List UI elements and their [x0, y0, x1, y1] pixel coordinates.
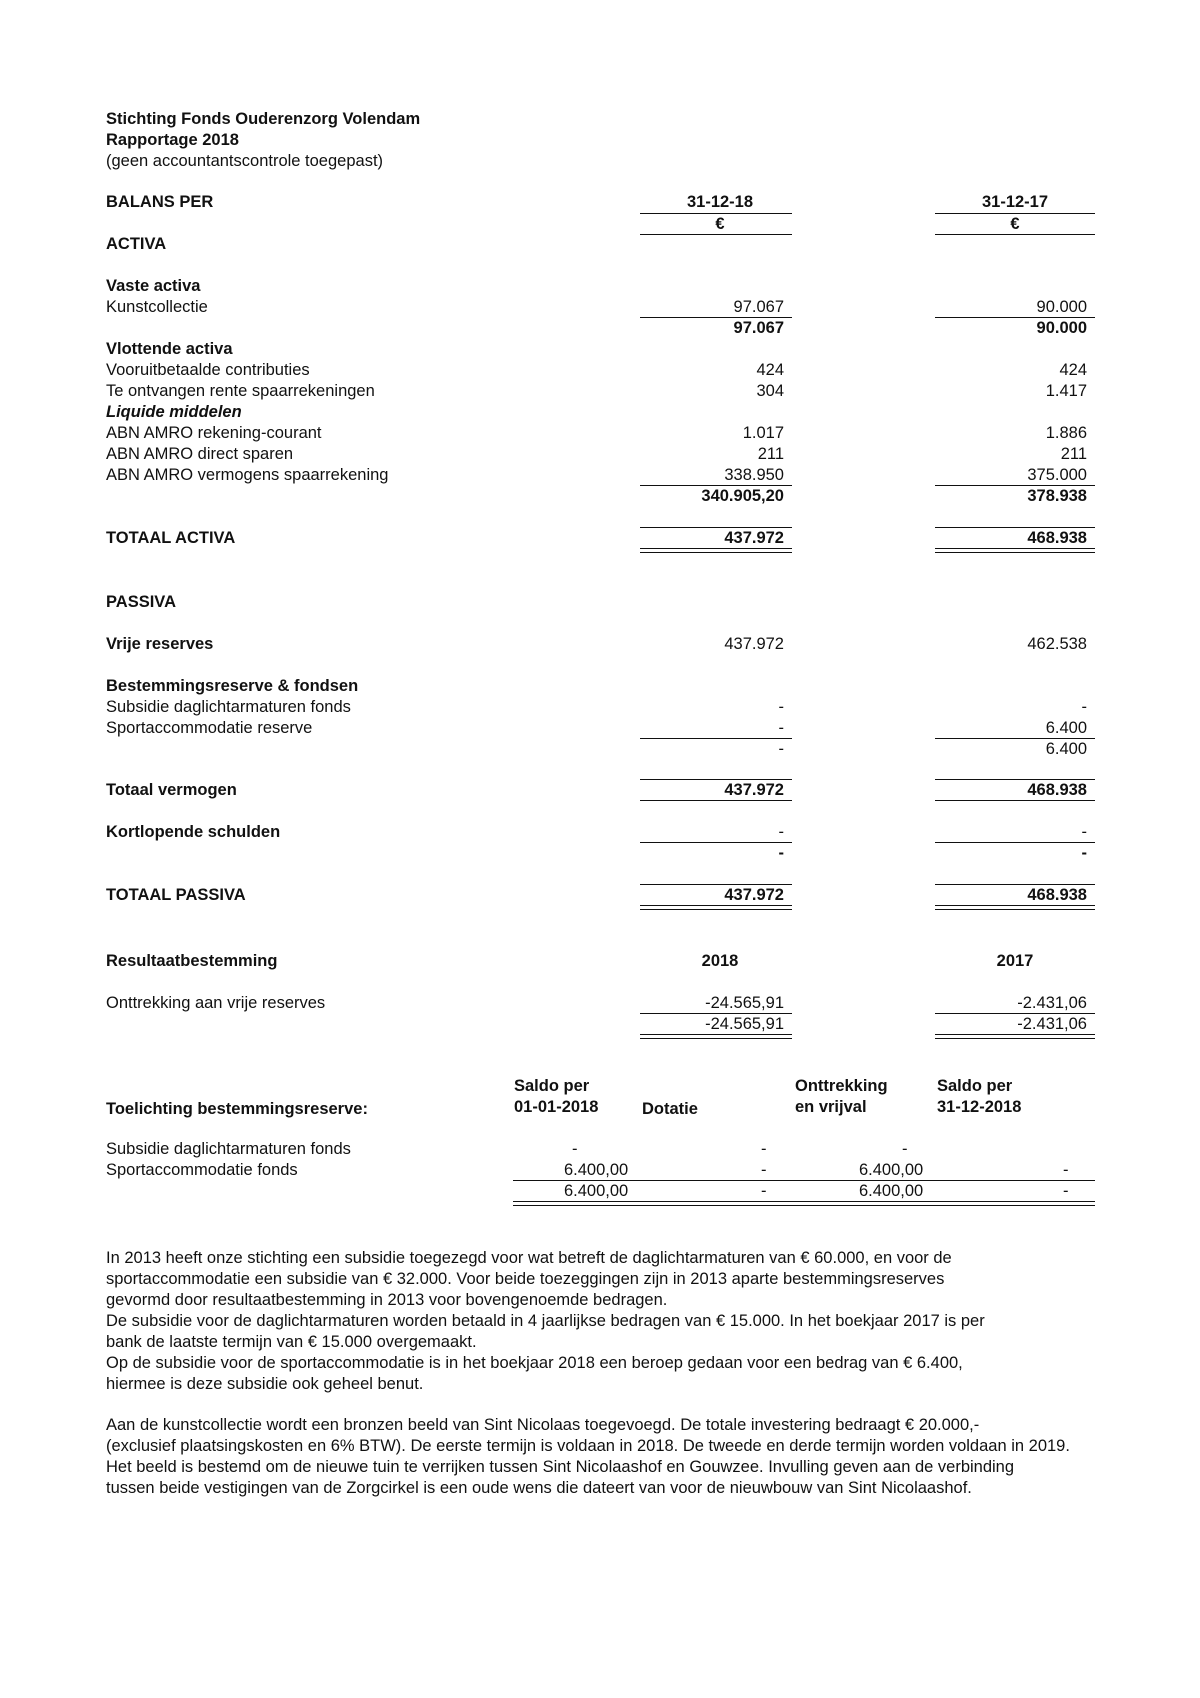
kortlopend-label: Kortlopende schulden	[106, 823, 281, 841]
h-saldo-begin-2: 01-01-2018	[514, 1098, 599, 1116]
col2-date: 31-12-17	[981, 193, 1049, 211]
text-line: Op de subsidie voor de sportaccommodatie is in het boekjaar 2018 een beroep gedaan voor een bedrag van € 6.400,	[106, 1354, 963, 1372]
divider	[640, 213, 792, 214]
abn-vs-label: ABN AMRO vermogens spaarrekening	[106, 466, 389, 484]
vooruit-2018: 424	[756, 361, 784, 379]
toel-row1-b: -	[761, 1140, 767, 1158]
result-year-2018: 2018	[701, 952, 739, 970]
balance-title: BALANS PER	[106, 193, 214, 211]
h-saldo-eind-1: Saldo per	[937, 1077, 1013, 1095]
totaal-vermogen-label: Totaal vermogen	[106, 781, 237, 799]
text-line: bank de laatste termijn van € 15.000 overgemaakt.	[106, 1333, 477, 1351]
toel-row1-label: Subsidie daglichtarmaturen fonds	[106, 1140, 351, 1158]
toel-row1-a: -	[572, 1140, 578, 1158]
toelichting-title: Toelichting bestemmingsreserve:	[106, 1100, 368, 1118]
divider	[935, 738, 1095, 739]
toel-row2-d: -	[1063, 1161, 1069, 1179]
toel-total-b: -	[761, 1182, 767, 1200]
bestemmings-total-2018: -	[778, 740, 784, 758]
text-line: gevormd door resultaatbestemming in 2013 voor bovengenoemde bedragen.	[106, 1291, 668, 1309]
toel-total-c: 6.400,00	[859, 1182, 924, 1200]
vrije-reserves-2018: 437.972	[724, 635, 784, 653]
divider	[935, 884, 1095, 885]
sport-2017: 6.400	[1045, 719, 1087, 737]
toel-row1-c: -	[902, 1140, 908, 1158]
bestemmings-heading: Bestemmingsreserve & fondsen	[106, 677, 359, 695]
vlottend-total-2018: 340.905,20	[701, 487, 784, 505]
sport-label: Sportaccommodatie reserve	[106, 719, 313, 737]
kortlopend-total-2017: -	[1081, 844, 1087, 862]
divider	[935, 905, 1095, 906]
kortlopend-2017: -	[1081, 823, 1087, 841]
activa-heading: ACTIVA	[106, 235, 167, 253]
liquide-heading: Liquide middelen	[106, 403, 242, 421]
report-note: (geen accountantscontrole toegepast)	[106, 152, 384, 170]
abn-vs-2018: 338.950	[724, 466, 784, 484]
divider	[513, 1180, 1095, 1181]
divider	[640, 779, 792, 780]
divider	[640, 317, 792, 318]
toel-row2-a: 6.400,00	[564, 1161, 629, 1179]
vlottend-total-2017: 378.938	[1027, 487, 1087, 505]
text-line: (exclusief plaatsingskosten en 6% BTW). De eerste termijn is voldaan in 2018. De tweede en derde termijn worden voldaan in 2019.	[106, 1437, 1070, 1455]
h-saldo-eind-2: 31-12-2018	[937, 1098, 1022, 1116]
divider	[513, 1205, 1095, 1206]
divider	[935, 213, 1095, 214]
vaste-total-2017: 90.000	[1036, 319, 1087, 337]
kunstcollectie-2017: 90.000	[1036, 298, 1087, 316]
vlottende-activa-heading: Vlottende activa	[106, 340, 233, 358]
toel-total-a: 6.400,00	[564, 1182, 629, 1200]
abn-rc-2017: 1.886	[1045, 424, 1087, 442]
divider	[640, 527, 792, 528]
divider	[935, 1013, 1095, 1014]
divider	[935, 1038, 1095, 1039]
rente-2017: 1.417	[1045, 382, 1087, 400]
totaal-vermogen-2018: 437.972	[724, 781, 784, 799]
divider	[640, 738, 792, 739]
totaal-passiva-2017: 468.938	[1027, 886, 1087, 904]
daglicht-label: Subsidie daglichtarmaturen fonds	[106, 698, 351, 716]
vrije-reserves-label: Vrije reserves	[106, 635, 214, 653]
totaal-vermogen-2017: 468.938	[1027, 781, 1087, 799]
divider	[640, 884, 792, 885]
abn-ds-2018: 211	[757, 445, 784, 463]
abn-ds-2017: 211	[1060, 445, 1087, 463]
text-line: tussen beide vestigingen van de Zorgcirkel is een oude wens die dateert van voor de nieuwbouw van Sint Nicolaashof.	[106, 1479, 972, 1497]
h-saldo-begin-1: Saldo per	[514, 1077, 590, 1095]
text-line: De subsidie voor de daglichtarmaturen worden betaald in 4 jaarlijkse bedragen van € 15.000. In het boekjaar 2017 is per	[106, 1312, 985, 1330]
divider	[935, 317, 1095, 318]
vaste-activa-heading: Vaste activa	[106, 277, 201, 295]
abn-rc-2018: 1.017	[742, 424, 784, 442]
divider	[935, 909, 1095, 910]
explanation-paragraph-2	[106, 1415, 1106, 1499]
divider	[935, 548, 1095, 549]
vaste-total-2018: 97.067	[733, 319, 784, 337]
divider	[640, 1034, 792, 1035]
vooruit-label: Vooruitbetaalde contributies	[106, 361, 310, 379]
divider	[640, 485, 792, 486]
divider	[640, 905, 792, 906]
rente-label: Te ontvangen rente spaarrekeningen	[106, 382, 375, 400]
divider	[935, 800, 1095, 801]
divider	[935, 234, 1095, 235]
toel-row2-c: 6.400,00	[859, 1161, 924, 1179]
report-title: Rapportage 2018	[106, 131, 239, 149]
daglicht-2017: -	[1081, 698, 1087, 716]
abn-rc-label: ABN AMRO rekening-courant	[106, 424, 322, 442]
divider	[513, 1201, 1095, 1202]
col1-date: 31-12-18	[686, 193, 754, 211]
bestemmings-total-2017: 6.400	[1045, 740, 1087, 758]
totaal-passiva-label: TOTAAL PASSIVA	[106, 886, 246, 904]
toel-row2-b: -	[761, 1161, 767, 1179]
passiva-heading: PASSIVA	[106, 593, 176, 611]
totaal-activa-2017: 468.938	[1027, 529, 1087, 547]
divider	[640, 909, 792, 910]
divider	[640, 1038, 792, 1039]
divider	[935, 552, 1095, 553]
result-total-2017: -2.431,06	[1017, 1015, 1087, 1033]
text-line: In 2013 heeft onze stichting een subsidie toegezegd voor wat betreft de daglichtarmaturen van € 60.000, en voor de	[106, 1249, 952, 1267]
kunstcollectie-label: Kunstcollectie	[106, 298, 208, 316]
abn-ds-label: ABN AMRO direct sparen	[106, 445, 294, 463]
text-line: hiermee is deze subsidie ook geheel benut.	[106, 1375, 424, 1393]
kortlopend-2018: -	[778, 823, 784, 841]
toel-total-d: -	[1063, 1182, 1069, 1200]
kortlopend-total-2018: -	[778, 844, 784, 862]
onttrekking-label: Onttrekking aan vrije reserves	[106, 994, 326, 1012]
rente-2018: 304	[756, 382, 784, 400]
divider	[640, 1013, 792, 1014]
onttrekking-2018: -24.565,91	[705, 994, 784, 1012]
kunstcollectie-2018: 97.067	[733, 298, 784, 316]
divider	[935, 485, 1095, 486]
divider	[935, 1034, 1095, 1035]
explanation-paragraph-1	[106, 1248, 1106, 1395]
divider	[640, 842, 792, 843]
divider	[640, 800, 792, 801]
totaal-passiva-2018: 437.972	[724, 886, 784, 904]
h-onttr-1: Onttrekking	[795, 1077, 888, 1095]
divider	[935, 842, 1095, 843]
divider	[640, 552, 792, 553]
divider	[640, 548, 792, 549]
result-year-2017: 2017	[996, 952, 1034, 970]
col2-currency: €	[1010, 215, 1020, 233]
onttrekking-2017: -2.431,06	[1017, 994, 1087, 1012]
totaal-activa-2018: 437.972	[724, 529, 784, 547]
text-line: sportaccommodatie een subsidie van € 32.000. Voor beide toezeggingen zijn in 2013 aparte bestemmingsreserves	[106, 1270, 945, 1288]
toel-row2-label: Sportaccommodatie fonds	[106, 1161, 298, 1179]
result-total-2018: -24.565,91	[705, 1015, 784, 1033]
sport-2018: -	[778, 719, 784, 737]
vooruit-2017: 424	[1059, 361, 1087, 379]
text-line: Het beeld is bestemd om de nieuwe tuin te verrijken tussen Sint Nicolaashof en Gouwzee. Invulling geven aan de verbinding	[106, 1458, 1015, 1476]
abn-vs-2017: 375.000	[1027, 466, 1087, 484]
h-dotatie: Dotatie	[642, 1100, 698, 1118]
h-onttr-2: en vrijval	[795, 1098, 867, 1116]
result-title: Resultaatbestemming	[106, 952, 278, 970]
vrije-reserves-2017: 462.538	[1027, 635, 1087, 653]
divider	[935, 779, 1095, 780]
totaal-activa-label: TOTAAL ACTIVA	[106, 529, 236, 547]
org-name: Stichting Fonds Ouderenzorg Volendam	[106, 110, 421, 128]
divider	[935, 527, 1095, 528]
daglicht-2018: -	[778, 698, 784, 716]
divider	[640, 234, 792, 235]
text-line: Aan de kunstcollectie wordt een bronzen beeld van Sint Nicolaas toegevoegd. De totale investering bedraagt € 20.000,-	[106, 1416, 980, 1434]
col1-currency: €	[715, 215, 725, 233]
